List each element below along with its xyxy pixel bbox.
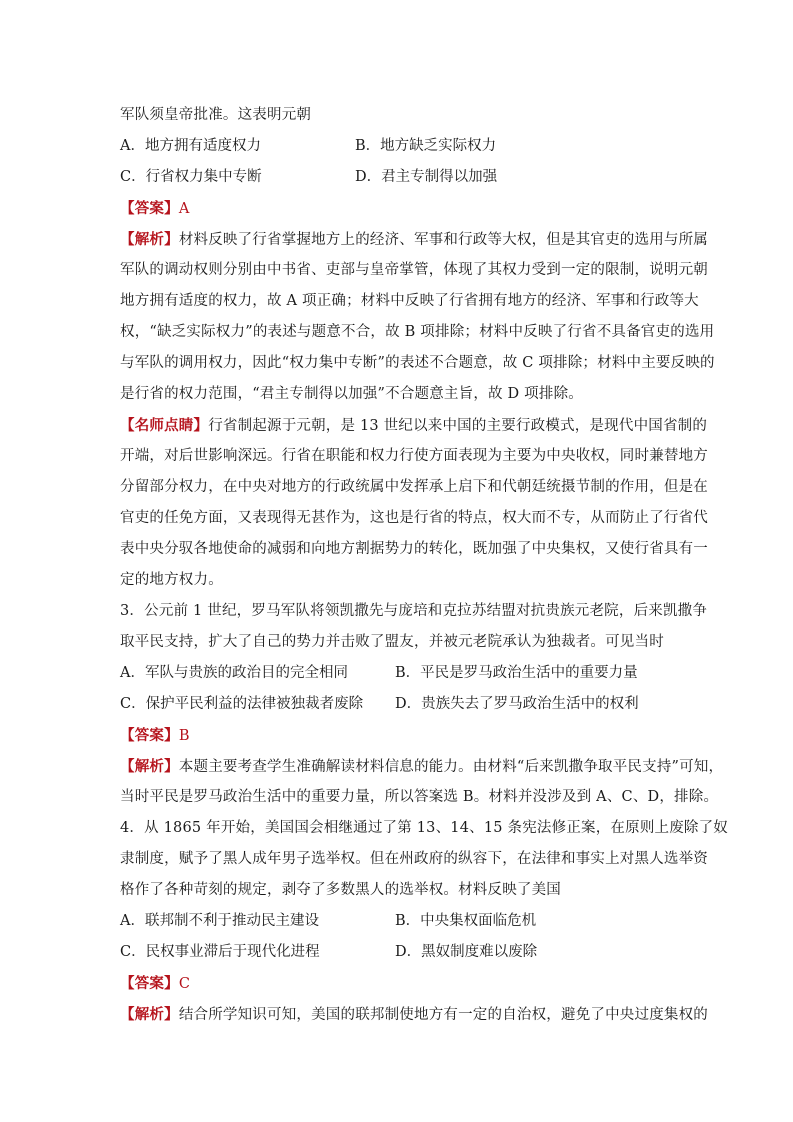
analysis-tag: 【解析】 xyxy=(120,1006,179,1023)
q2-tip-line: 开端，对后世影响深远。行省在职能和权力行使方面表现为主要为中央收权，同时兼替地方 xyxy=(120,448,708,464)
q2-options-row-1 xyxy=(120,131,680,162)
q4-options-row-1 xyxy=(120,906,680,937)
q3-analysis-line: 当时平民是罗马政治生活中的重要力量，所以答案选 B。材料并没涉及到 A、C、D，排除。 xyxy=(120,789,719,805)
q2-stem-tail: 军队须皇帝批准。这表明元朝 xyxy=(120,107,312,123)
q4-answer xyxy=(120,968,680,999)
q2-option-b: B．地方缺乏实际权力 xyxy=(355,138,497,154)
q3-option-d: D．贵族失去了罗马政治生活中的权利 xyxy=(395,696,639,712)
q3-options-row-2 xyxy=(120,689,680,720)
q2-analysis-line: 是行省的权力范围，“君主专制得以加强”不合题意主旨，故 D 项排除。 xyxy=(120,386,583,402)
tip-tag: 【名师点睛】 xyxy=(120,417,209,434)
q4-option-a: A．联邦制不利于推动民主建设 xyxy=(120,913,319,929)
q4-option-d: D．黑奴制度难以废除 xyxy=(395,944,538,960)
q2-analysis-line: 与军队的调用权力，因此“权力集中专断”的表述不合题意，故 C 项排除；材料中主要反映的 xyxy=(120,355,715,371)
q2-analysis-line: 权，“缺乏实际权力”的表述与题意不合，故 B 项排除；材料中反映了行省不具备官吏的选用 xyxy=(120,324,715,340)
q2-analysis-line: 【解析】材料反映了行省掌握地方上的经济、军事和行政等大权，但是其官吏的选用与所属 xyxy=(120,231,709,248)
q4-stem-line: 4．从 1865 年开始，美国国会相继通过了第 13、14、15 条宪法修正案，在原则上废除了奴 xyxy=(120,820,729,836)
q3-option-a: A．军队与贵族的政治目的完全相同 xyxy=(120,665,348,681)
q2-tip-line: 表中央分驭各地使命的减弱和向地方割据势力的转化，既加强了中央集权，又使行省具有一 xyxy=(120,541,708,557)
q3-stem-line: 取平民支持，扩大了自己的势力并击败了盟友，并被元老院承认为独裁者。可见当时 xyxy=(120,634,664,650)
q2-option-a: A．地方拥有适度权力 xyxy=(120,138,261,154)
answer-tag: 【答案】 xyxy=(120,727,179,744)
q3-option-b: B．平民是罗马政治生活中的重要力量 xyxy=(395,665,638,681)
q3-options-row-1 xyxy=(120,658,680,689)
q4-stem-line: 隶制度，赋予了黑人成年男子选举权。但在州政府的纵容下，在法律和事实上对黑人选举资 xyxy=(120,851,708,867)
q3-analysis-line: 【解析】本题主要考查学生准确解读材料信息的能力。由材料“后来凯撒争取平民支持”可知， xyxy=(120,758,724,775)
analysis-tag: 【解析】 xyxy=(120,758,179,775)
q2-tip-line: 定的地方权力。 xyxy=(120,572,223,588)
q4-option-b: B．中央集权面临危机 xyxy=(395,913,537,929)
answer-value: C xyxy=(178,976,191,992)
q4-analysis-line: 【解析】结合所学知识可知，美国的联邦制使地方有一定的自治权，避免了中央过度集权的 xyxy=(120,1006,709,1023)
answer-value: A xyxy=(178,201,190,217)
q3-option-c: C．保护平民利益的法律被独裁者废除 xyxy=(120,696,364,712)
q3-stem-line: 3．公元前 1 世纪，罗马军队将领凯撒先与庞培和克拉苏结盟对抗贵族元老院，后来凯撒争 xyxy=(120,603,708,619)
q2-option-c: C．行省权力集中专断 xyxy=(120,169,262,185)
q4-stem-line: 格作了各种苛刻的规定，剥夺了多数黑人的选举权。材料反映了美国 xyxy=(120,882,561,898)
q2-analysis-line: 军队的调动权则分别由中书省、吏部与皇帝掌管，体现了其权力受到一定的限制，说明元朝 xyxy=(120,262,708,278)
q2-option-d: D．君主专制得以加强 xyxy=(355,169,498,185)
q4-options-row-2 xyxy=(120,937,680,968)
q4-option-c: C．民权事业滞后于现代化进程 xyxy=(120,944,320,960)
q2-tip-line: 【名师点睛】行省制起源于元朝，是 13 世纪以来中国的主要行政模式，是现代中国省制的 xyxy=(120,417,708,434)
q3-answer xyxy=(120,720,680,751)
answer-tag: 【答案】 xyxy=(120,200,179,217)
document-content xyxy=(120,100,729,1030)
answer-tag: 【答案】 xyxy=(120,975,179,992)
q2-tip-line: 官吏的任免方面，又表现得无甚作为，这也是行省的特点，权大而不专，从而防止了行省代 xyxy=(120,510,708,526)
q2-analysis-line: 地方拥有适度的权力，故 A 项正确；材料中反映了行省拥有地方的经济、军事和行政等大 xyxy=(120,293,699,309)
answer-value: B xyxy=(178,728,190,744)
q2-tip-line: 分留部分权力，在中央对地方的行政统属中发挥承上启下和代朝廷统摄节制的作用，但是在 xyxy=(120,479,708,495)
q2-options-row-2 xyxy=(120,162,680,193)
q2-answer xyxy=(120,193,680,224)
analysis-tag: 【解析】 xyxy=(120,231,179,248)
